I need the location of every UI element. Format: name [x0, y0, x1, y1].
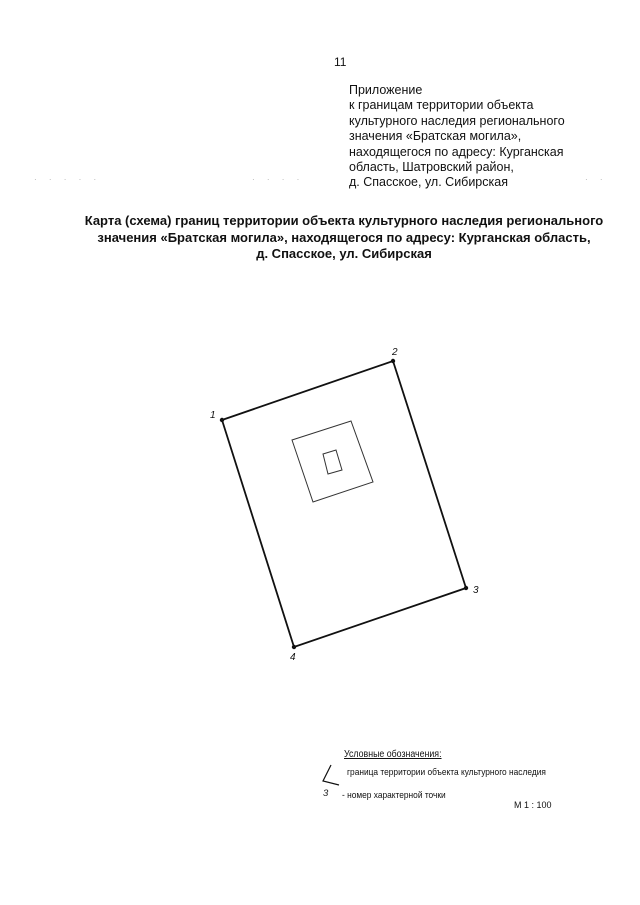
title-line: Карта (схема) границ территории объекта культурного наследия регионального — [84, 213, 604, 228]
scan-artifact: · · · · — [252, 175, 305, 184]
point-label-3: 3 — [473, 585, 479, 596]
monument-core — [323, 450, 342, 474]
point-marker-1 — [220, 418, 224, 422]
legend-boundary-symbol — [323, 765, 339, 785]
appendix-line: находящегося по адресу: Курганская — [349, 144, 564, 159]
legend-boundary-text: граница территории объекта культурного наследия — [347, 767, 546, 778]
appendix-line: Приложение — [349, 83, 423, 97]
point-marker-4 — [292, 645, 296, 649]
map-scale: М 1 : 100 — [514, 800, 552, 810]
scan-artifact: · · · · · — [34, 175, 102, 184]
appendix-line: д. Спасское, ул. Сибирская — [349, 175, 508, 190]
point-label-1: 1 — [210, 410, 216, 421]
appendix-line: культурного наследия регионального — [349, 113, 565, 128]
legend-point-text: - номер характерной точки — [342, 790, 446, 801]
legend-point-sample: 3 — [323, 788, 329, 799]
legend-title: Условные обозначения: — [344, 749, 442, 760]
monument-outline — [292, 421, 373, 502]
scan-artifact: · · — [585, 175, 608, 184]
title-line: значения «Братская могила», находящегося по адресу: Курганская область, — [97, 229, 591, 245]
title-line: д. Спасское, ул. Сибирская — [256, 246, 432, 261]
appendix-line: значения «Братская могила», — [349, 129, 522, 144]
territory-boundary — [222, 361, 466, 647]
point-label-2: 2 — [392, 347, 398, 358]
point-label-4: 4 — [290, 652, 296, 663]
page-number: 11 — [334, 55, 347, 69]
point-marker-2 — [391, 359, 395, 363]
appendix-line: к границам территории объекта — [349, 98, 534, 113]
point-marker-3 — [464, 586, 468, 590]
appendix-line: область, Шатровский район, — [349, 160, 514, 175]
